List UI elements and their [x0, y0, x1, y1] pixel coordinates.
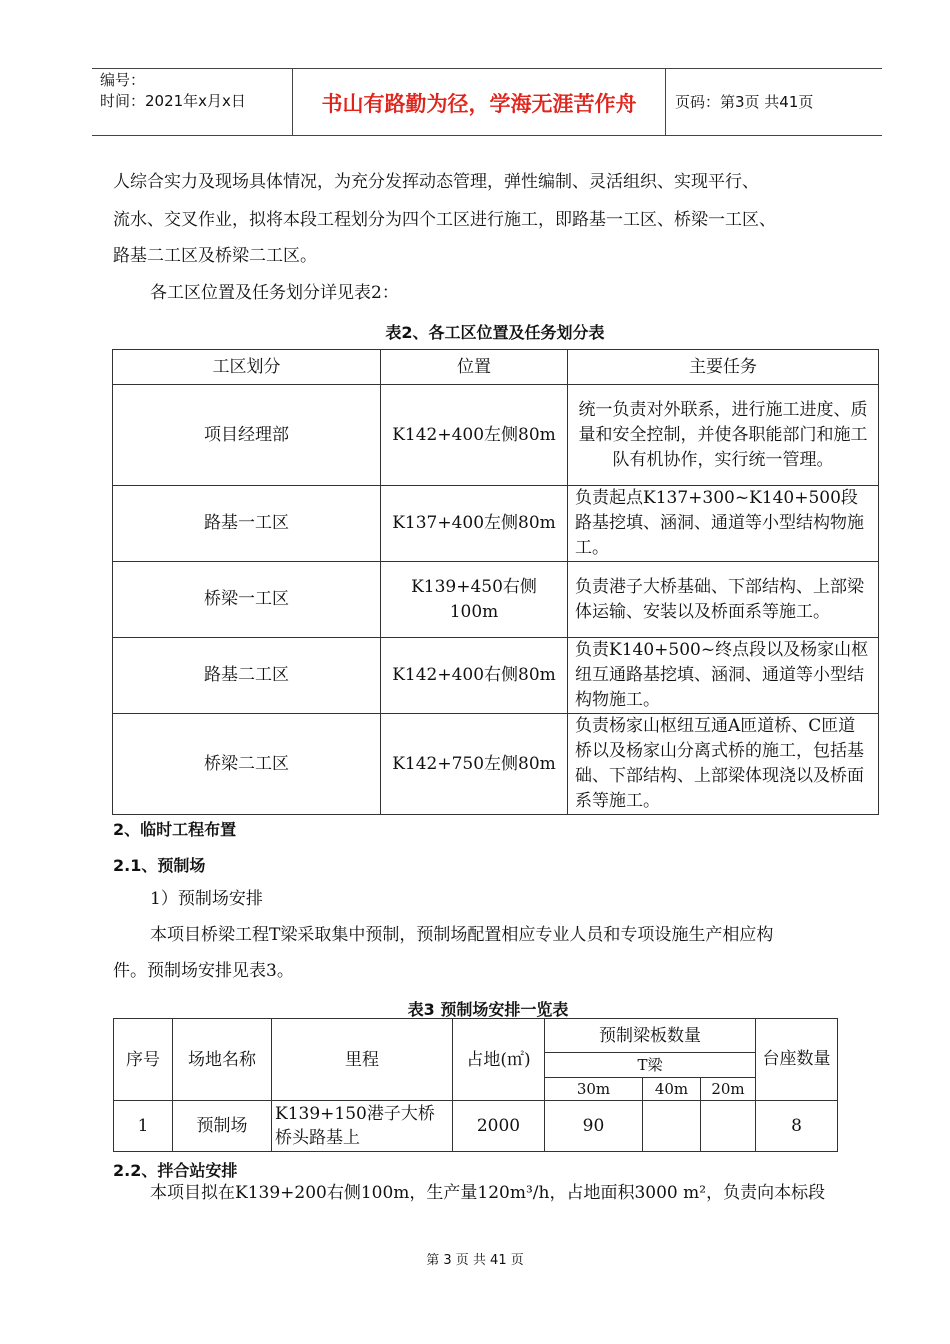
table3-caption: 表3 预制场安排一览表	[407, 1000, 569, 1019]
section-heading: 2、临时工程布置	[113, 820, 237, 839]
work-area-location: K139+450右侧100m	[381, 562, 568, 638]
column-header: 占地(㎡)	[453, 1019, 545, 1101]
work-area-location: K142+400右侧80m	[381, 638, 568, 714]
column-header: 主要任务	[568, 350, 879, 385]
precast-yard-table	[113, 1018, 838, 1152]
column-header: 序号	[114, 1019, 173, 1101]
column-header: 里程	[272, 1019, 453, 1101]
table-row	[113, 714, 879, 815]
column-header: 台座数量	[756, 1019, 838, 1101]
column-header: 预制梁板数量	[545, 1019, 756, 1053]
column-header: 40m	[643, 1078, 701, 1101]
intro-line: 流水、交叉作业，拟将本段工程划分为四个工区进行施工，即路基一工区、桥梁一工区、	[113, 210, 776, 230]
subsection-heading: 2.2、拌合站安排	[113, 1161, 238, 1180]
serial-label: 编号：	[100, 71, 146, 89]
work-area-location: K142+400左侧80m	[381, 385, 568, 486]
header-divider	[665, 68, 666, 135]
table-cell: 1	[114, 1101, 173, 1152]
table-cell	[643, 1101, 701, 1152]
work-area-task: 负责港子大桥基础、下部结构、上部梁体运输、安装以及桥面系等施工。	[568, 562, 879, 638]
work-area-task: 负责杨家山枢纽互通A匝道桥、C匝道桥以及杨家山分离式桥的施工，包括基础、下部结构、上部梁体现浇以及桥面系等施工。	[568, 714, 879, 815]
intro-line: 人综合实力及现场具体情况，为充分发挥动态管理，弹性编制、灵活组织、实现平行、	[113, 172, 759, 192]
paragraph-line: 件。预制场安排见表3。	[113, 961, 294, 981]
paragraph-line: 本项目拟在K139+200右侧100m，生产量120m³/h，占地面积3000 m²，负责向本标段	[150, 1183, 826, 1203]
intro-line: 各工区位置及任务划分详见表2：	[150, 283, 399, 303]
work-area-table	[112, 349, 879, 815]
list-item: 1）预制场安排	[150, 889, 263, 909]
header-page-number: 页码：第3页 共41页	[675, 93, 814, 111]
table-cell: K139+150港子大桥桥头路基上	[272, 1101, 453, 1152]
table-row	[113, 486, 879, 562]
header-slogan: 书山有路勤为径，学海无涯苦作舟	[321, 92, 637, 116]
table-cell: 8	[756, 1101, 838, 1152]
column-header: 场地名称	[173, 1019, 272, 1101]
intro-line: 路基二工区及桥梁二工区。	[113, 246, 317, 266]
paragraph-line: 本项目桥梁工程T梁采取集中预制，预制场配置相应专业人员和专项设施生产相应构	[150, 925, 774, 945]
work-area-name: 路基二工区	[113, 638, 381, 714]
table-row	[113, 385, 879, 486]
work-area-location: K137+400左侧80m	[381, 486, 568, 562]
table2-caption: 表2、各工区位置及任务划分表	[385, 323, 605, 342]
page-footer: 第 3 页 共 41 页	[426, 1253, 524, 1268]
table-cell: 2000	[453, 1101, 545, 1152]
table-cell	[701, 1101, 756, 1152]
work-area-name: 桥梁二工区	[113, 714, 381, 815]
column-header: 位置	[381, 350, 568, 385]
column-header: 20m	[701, 1078, 756, 1101]
work-area-task: 负责K140+500~终点段以及杨家山枢纽互通路基挖填、涵洞、通道等小型结构物施工。	[568, 638, 879, 714]
time-label: 时间：2021年x月x日	[100, 92, 246, 110]
table-row	[114, 1101, 838, 1152]
work-area-name: 路基一工区	[113, 486, 381, 562]
table-cell: 90	[545, 1101, 643, 1152]
table-cell: 预制场	[173, 1101, 272, 1152]
work-area-name: 项目经理部	[113, 385, 381, 486]
header-meta	[100, 70, 246, 112]
table-row	[113, 638, 879, 714]
work-area-location: K142+750左侧80m	[381, 714, 568, 815]
subsection-heading: 2.1、预制场	[113, 856, 206, 875]
header-bottom-rule	[92, 135, 882, 136]
column-header: 30m	[545, 1078, 643, 1101]
table-row	[113, 562, 879, 638]
work-area-name: 桥梁一工区	[113, 562, 381, 638]
column-header: T梁	[545, 1053, 756, 1078]
header-top-rule	[92, 68, 882, 69]
work-area-task: 统一负责对外联系，进行施工进度、质量和安全控制，并使各职能部门和施工队有机协作，实行统一管理。	[568, 385, 879, 486]
column-header: 工区划分	[113, 350, 381, 385]
work-area-task: 负责起点K137+300~K140+500段路基挖填、涵洞、通道等小型结构物施工。	[568, 486, 879, 562]
